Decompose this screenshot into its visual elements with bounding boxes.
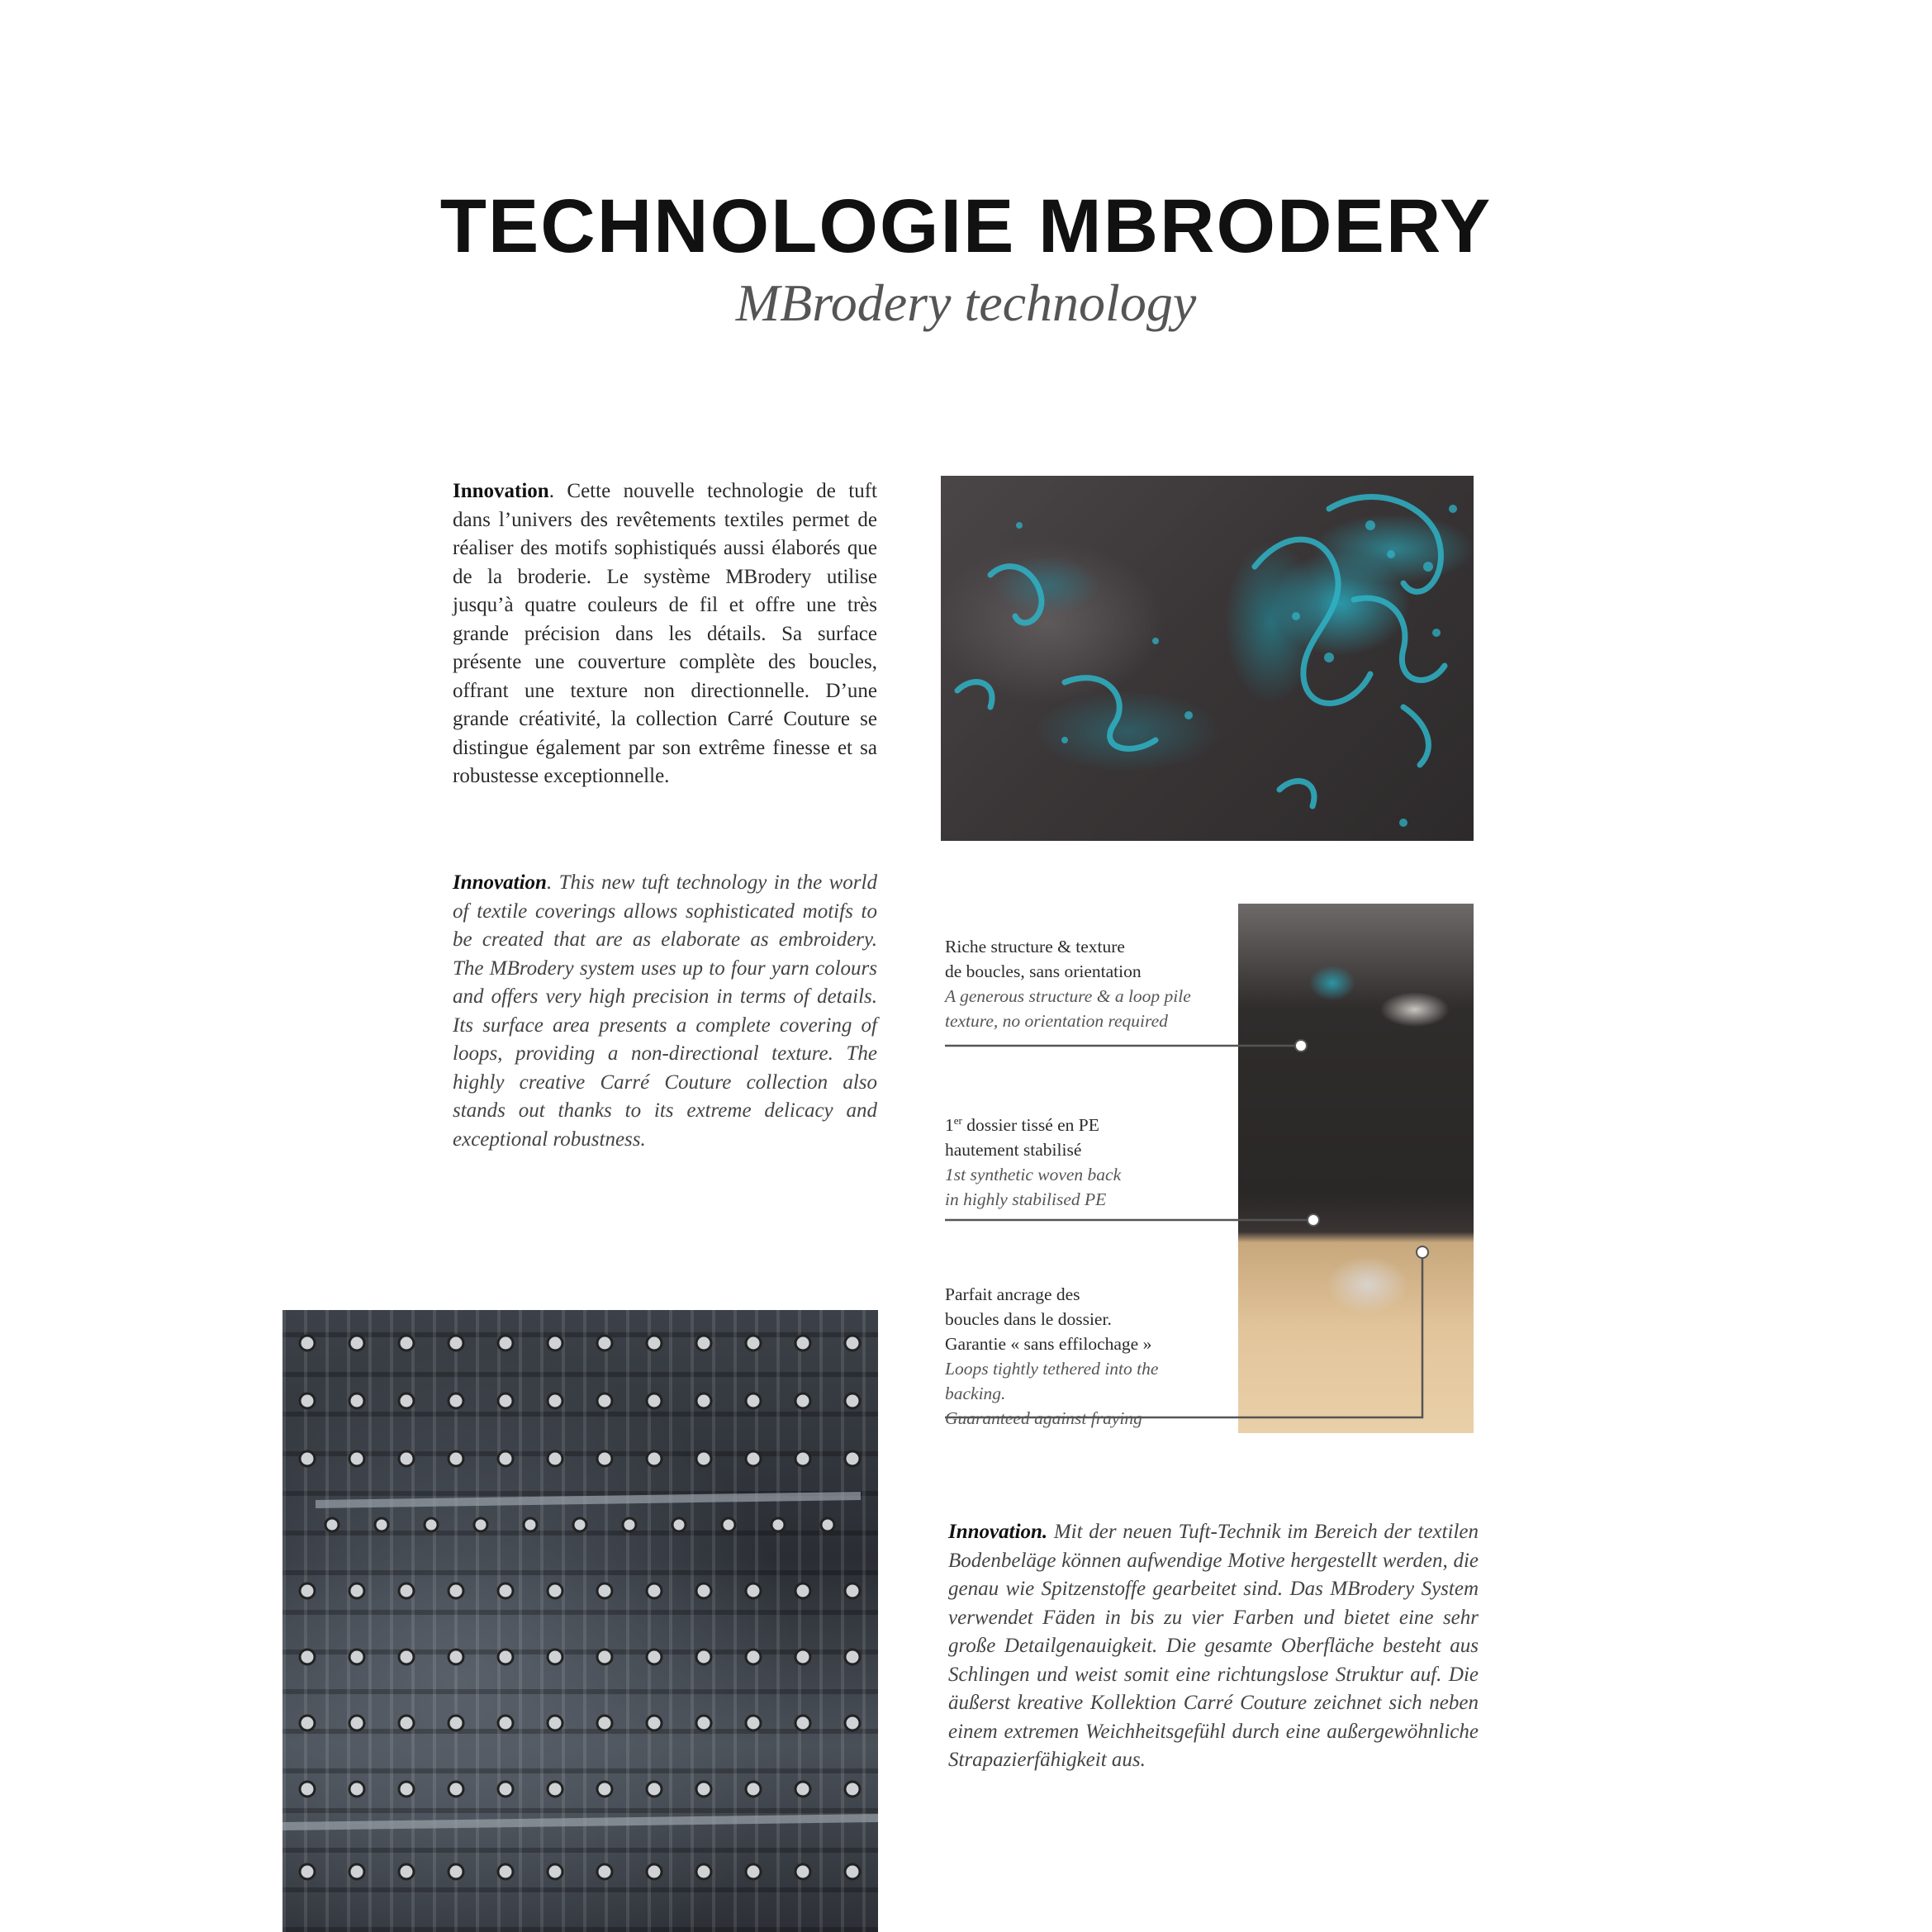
paragraph-french-lead: Innovation [453, 480, 549, 502]
page-subtitle: MBrodery technology [735, 273, 1197, 332]
spec-1-fr-line1: Riche structure & texture [945, 937, 1125, 957]
paragraph-french [453, 477, 877, 791]
paragraph-french-text: . Cette nouvelle technologie de tuft dans l’univers des revêtements textiles permet de réaliser des motifs sophistiqués aussi élaborés que de la broderie. Le système MBrodery utilise jusqu’à quatre couleurs de fil et offre une très grande précision dans les détails. Sa surface présente une couverture complète des boucles, offrant une texture non directionnelle. D’une grande créativité, la collection Carré Couture se distingue également par son extrême finesse et sa robustesse exceptionnelle. [453, 480, 877, 787]
spec-3-fr-line3: Garantie « sans effilochage » [945, 1334, 1152, 1354]
paragraph-english-text: . This new tuft technology in the world of textile coverings allows sophisticated motifs to be created that are as elaborate as embroidery. The MBrodery system uses up to four yarn colours and offers very high precision in terms of details. Its surface area presents a complete covering of loops, providing a non-directional texture. The highly creative Carré Couture collection also stands out thanks to its extreme delicacy and exceptional robustness. [453, 871, 877, 1151]
paragraph-english [453, 869, 877, 1154]
spec-2-en-line2: in highly stabilised PE [945, 1189, 1107, 1210]
page-title: TECHNOLOGIE MBRODERY [439, 184, 1493, 268]
spec-3-fr-line1: Parfait ancrage des [945, 1284, 1080, 1304]
spec-2-ordinal-number: 1 [945, 1115, 954, 1136]
spec-2-fr-line1-rest: dossier tissé en PE [961, 1115, 1099, 1136]
spec-2-fr-line1 [945, 1108, 1218, 1137]
carpet-pattern-motif [941, 476, 1474, 841]
spec-woven-back [945, 1108, 1218, 1212]
spec-2-ordinal-suffix: er [953, 1114, 962, 1127]
carpet-pattern-photo [941, 476, 1474, 841]
spec-2-fr-line2: hautement stabilisé [945, 1140, 1082, 1161]
spec-1-en-line2: texture, no orientation required [945, 1011, 1168, 1031]
tufting-machine-photo [282, 1310, 878, 1932]
spec-3-en-line2: Guaranteed against fraying [945, 1408, 1142, 1428]
spec-3-en-line1: Loops tightly tethered into the backing. [945, 1359, 1159, 1403]
spec-2-en-line1: 1st synthetic woven back [945, 1165, 1122, 1185]
spec-3-fr-line2: boucles dans le dossier. [945, 1309, 1112, 1329]
spec-1-fr-line2: de boucles, sans orientation [945, 961, 1142, 981]
carpet-closeup-photo [1238, 904, 1474, 1433]
paragraph-german [948, 1518, 1479, 1775]
paragraph-german-text: Mit der neuen Tuft-Technik im Bereich der textilen Bodenbeläge können aufwendige Motive hergestellt werden, die genau wie Spitzenstoffe gearbeitet sind. Das MBrodery System verwendet Fäden in bis zu vier Farben und bietet eine sehr große Detailgenauigkeit. Die gesamte Oberfläche besteht aus Schlingen und weist somit eine richtungslose Struktur auf. Die äußerst kreative Kollektion Carré Couture zeichnet sich neben einem extremen Weichheitsgefühl durch eine außergewöhnliche Strapazierfähigkeit aus. [948, 1521, 1479, 1771]
paragraph-german-lead: Innovation. [948, 1521, 1048, 1543]
spec-1-en-line1: A generous structure & a loop pile [945, 986, 1191, 1006]
paragraph-english-lead: Innovation [453, 871, 547, 894]
machine-spools [282, 1310, 878, 1932]
spec-loop-texture [945, 934, 1218, 1033]
spec-anchoring [945, 1282, 1218, 1431]
